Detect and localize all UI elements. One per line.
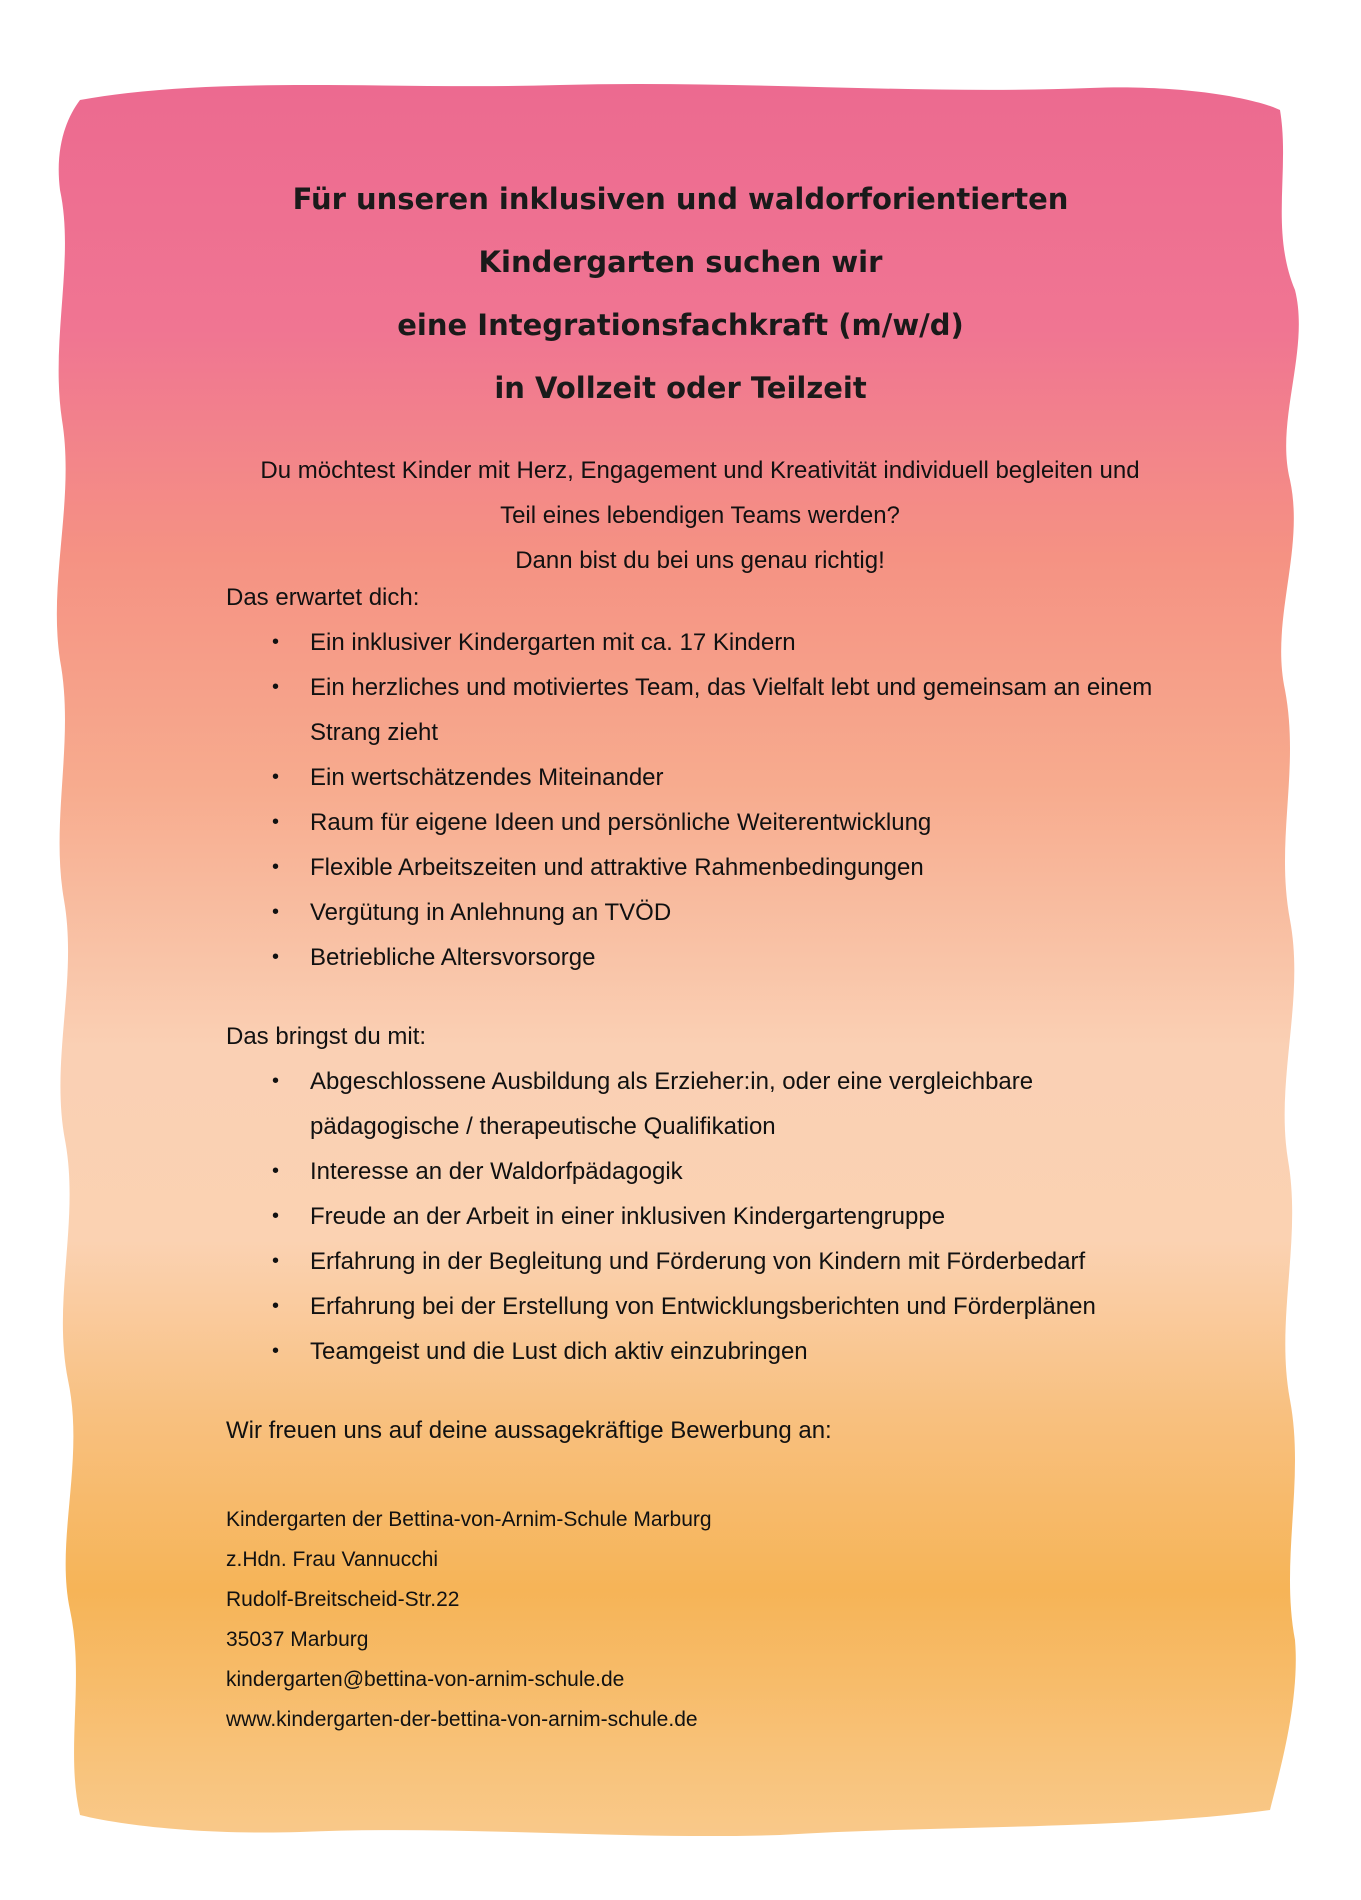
list-item: • Freude an der Arbeit in einer inklusiven Kindergartengruppe [226, 1194, 1210, 1239]
bullet-icon: • [272, 676, 280, 698]
address-street: Rudolf-Breitscheid-Str.22 [226, 1588, 460, 1611]
list-item: • Teamgeist und die Lust dich aktiv einzubringen [226, 1329, 1210, 1374]
offer-list [226, 620, 1226, 980]
list-item: • Abgeschlossene Ausbildung als Erzieher:in, oder eine vergleichbare pädagogische / therapeutische Qualifikation [226, 1059, 1110, 1149]
requirements-title: Das bringst du mit: [226, 1023, 427, 1050]
bullet-icon: • [272, 1340, 280, 1362]
list-item: • Interesse an der Waldorfpädagogik [226, 1149, 1210, 1194]
list-item: • Ein herzliches und motiviertes Team, das Vielfalt lebt und gemeinsam an einem Strang zieht [226, 665, 1170, 755]
address-email[interactable]: kindergarten@bettina-von-arnim-schule.de [226, 1668, 625, 1691]
bullet-icon: • [272, 1205, 280, 1227]
list-item: • Betriebliche Altersvorsorge [226, 935, 1210, 980]
headline-line-3: eine Integrationsfachkraft (m/w/d) [397, 308, 964, 342]
list-item: • Erfahrung bei der Erstellung von Entwicklungsberichten und Förderplänen [226, 1284, 1210, 1329]
intro-text [200, 448, 1200, 583]
requirements-list [226, 1059, 1226, 1374]
bullet-icon: • [272, 631, 280, 653]
bullet-icon: • [272, 1070, 280, 1092]
bullet-icon: • [272, 946, 280, 968]
bullet-icon: • [272, 1250, 280, 1272]
bullet-icon: • [272, 766, 280, 788]
list-item: • Vergütung in Anlehnung an TVÖD [226, 890, 1210, 935]
intro-line-3: Dann bist du bei uns genau richtig! [515, 547, 885, 574]
headline-line-4: in Vollzeit oder Teilzeit [494, 371, 867, 405]
address-attn: z.Hdn. Frau Vannucchi [226, 1548, 439, 1571]
list-item: • Flexible Arbeitszeiten und attraktive Rahmenbedingungen [226, 845, 1210, 890]
list-item: • Ein wertschätzendes Miteinander [226, 755, 1210, 800]
list-item: • Raum für eigene Ideen und persönliche Weiterentwicklung [226, 800, 1210, 845]
bullet-icon: • [272, 1295, 280, 1317]
address-city: 35037 Marburg [226, 1628, 369, 1651]
headline [0, 168, 1361, 420]
bullet-icon: • [272, 901, 280, 923]
closing-text: Wir freuen uns auf deine aussagekräftige Bewerbung an: [226, 1417, 832, 1444]
bullet-icon: • [272, 856, 280, 878]
list-item: • Ein inklusiver Kindergarten mit ca. 17 Kindern [226, 620, 1210, 665]
headline-line-2: Kindergarten suchen wir [478, 245, 883, 279]
bullet-icon: • [272, 1160, 280, 1182]
offer-title: Das erwartet dich: [226, 584, 420, 611]
address-block [226, 1500, 712, 1740]
requirements-section [226, 1014, 1226, 1374]
headline-line-1: Für unseren inklusiven und waldorforientierten [292, 182, 1069, 216]
address-website[interactable]: www.kindergarten-der-bettina-von-arnim-schule.de [226, 1708, 698, 1731]
intro-line-1: Du möchtest Kinder mit Herz, Engagement und Kreativität individuell begleiten und [260, 457, 1140, 484]
address-org: Kindergarten der Bettina-von-Arnim-Schule Marburg [226, 1508, 712, 1531]
bullet-icon: • [272, 811, 280, 833]
list-item: • Erfahrung in der Begleitung und Förderung von Kindern mit Förderbedarf [226, 1239, 1210, 1284]
intro-line-2: Teil eines lebendigen Teams werden? [500, 502, 900, 529]
offer-section [226, 575, 1226, 980]
